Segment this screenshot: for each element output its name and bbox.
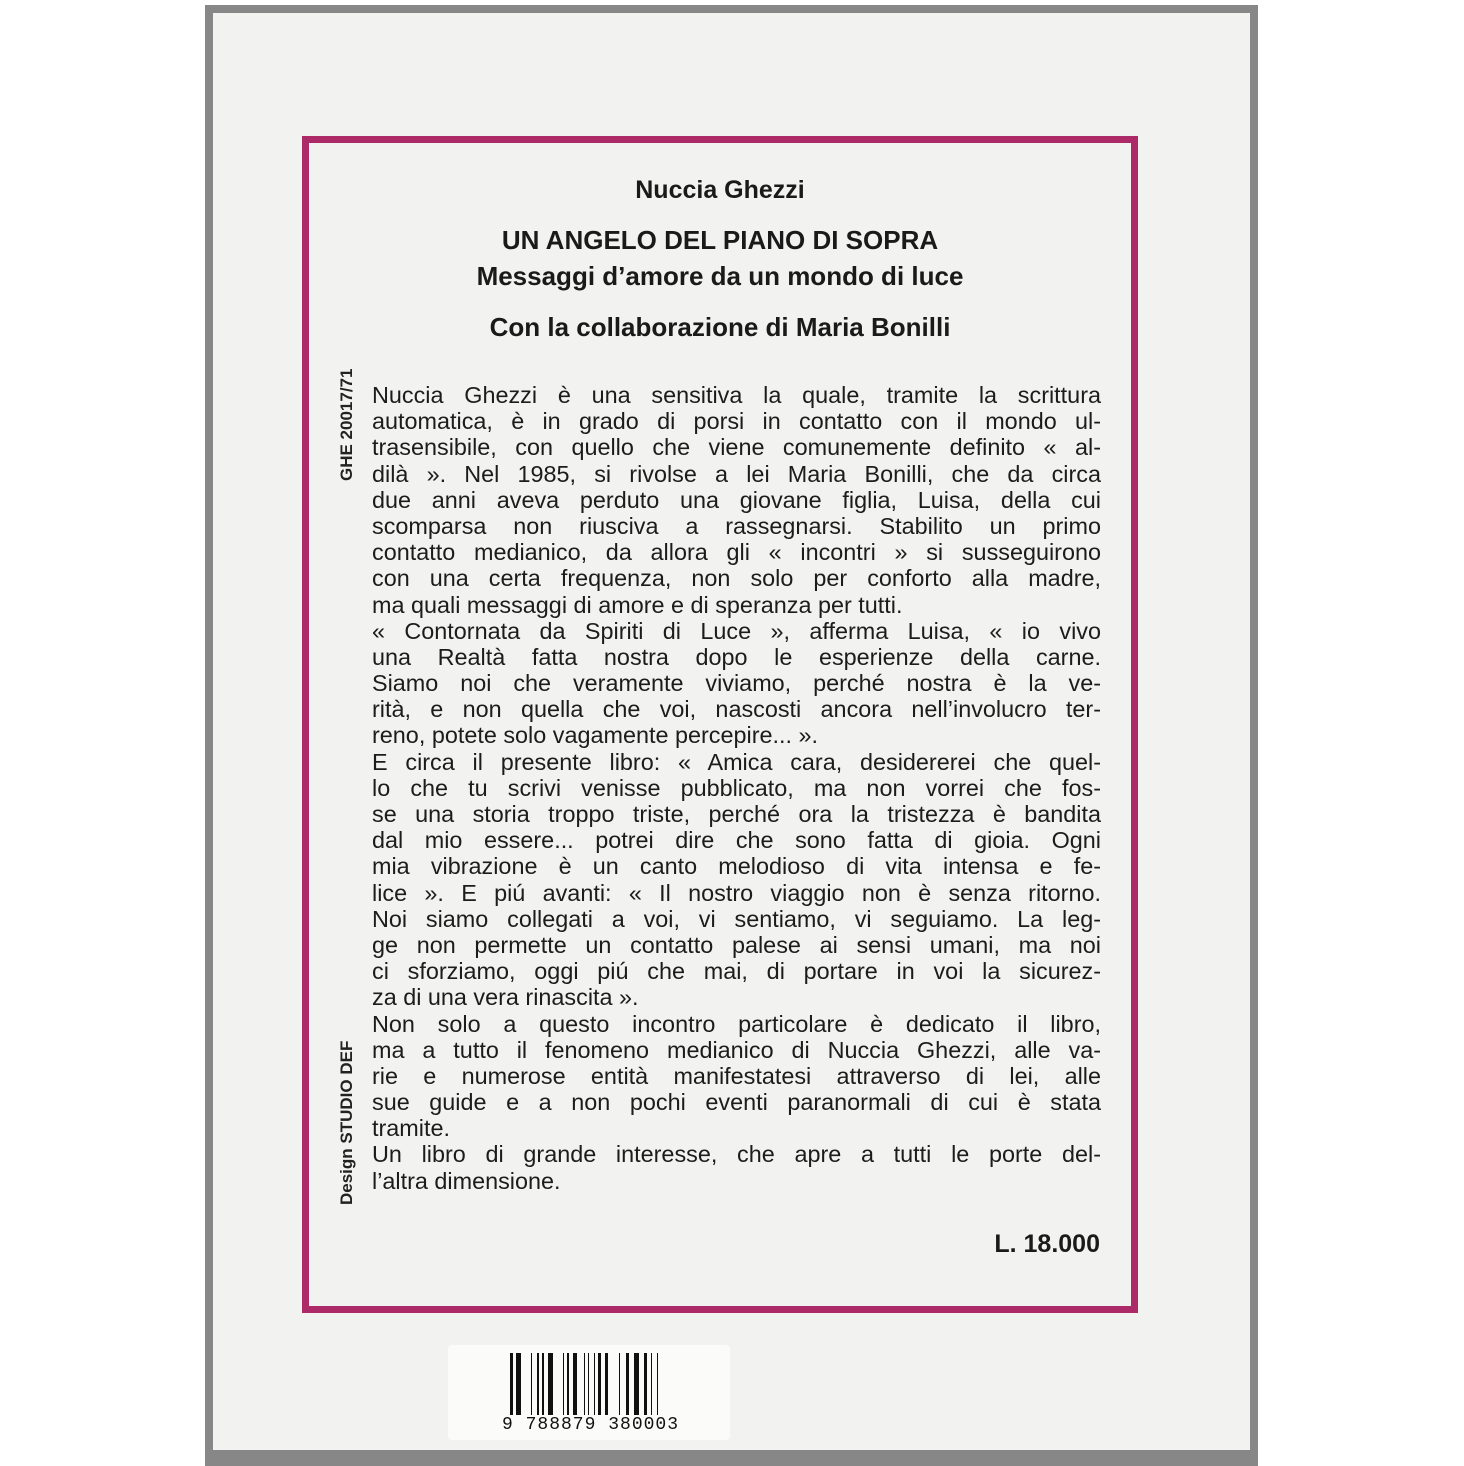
barcode-bar [588,1353,589,1415]
barcode-bar [605,1353,609,1415]
blurb-line: l’altra dimensione. [372,1167,561,1194]
design-credit: Design STUDIO DEF [337,1040,356,1205]
blurb-line: due anni aveva perduto una giovane figlia, Luisa, della cui [372,486,1101,513]
blurb-line: dal mio essere... potrei dire che sono fatta di gioia. Ogni [372,827,1101,854]
blurb-line: sue guide e a non pochi eventi paranormali di cui è stata [372,1089,1101,1116]
blurb-text [372,382,1101,1194]
blurb-line: Noi siamo collegati a voi, vi sentiamo, vi seguiamo. La leg- [372,905,1101,932]
barcode [510,1353,680,1415]
barcode-bar [510,1353,513,1415]
blurb-line: lo che tu scrivi venisse pubblicato, ma non vorrei che fos- [372,774,1101,801]
blurb-line: Nuccia Ghezzi è una sensitiva la quale, tramite la scrittura [372,382,1101,408]
blurb-line: dilà ». Nel 1985, si rivolse a lei Maria Bonilli, che da circa [372,460,1101,487]
barcode-bar [548,1353,553,1415]
blurb-line: rità, e non quella che voi, nascosti ancora nell’involucro ter- [372,696,1101,723]
blurb-line: se una storia troppo triste, perché ora la tristezza è bandita [372,801,1101,827]
book-subtitle: Messaggi d’amore da un mondo di luce [476,261,964,291]
collaboration-credit: Con la collaborazione di Maria Bonilli [489,312,951,342]
blurb-line: ma quali messaggi di amore e di speranza per tutti. [372,591,903,618]
blurb-line: ge non permette un contatto palese ai sensi umani, ma noi [372,931,1101,958]
book-title: UN ANGELO DEL PIANO DI SOPRA [501,225,939,255]
blurb-line: « Contornata da Spiriti di Luce », afferma Luisa, « io vivo [372,617,1101,644]
barcode-bar [619,1353,620,1415]
blurb-line: lice ». E piú avanti: « Il nostro viaggio non è senza ritorno. [372,879,1101,906]
blurb-line: Un libro di grande interesse, che apre a tutti le porte del- [372,1141,1101,1168]
blurb-line: contatto medianico, da allora gli « incontri » si susseguirono [372,539,1101,566]
barcode-bar [584,1353,585,1415]
barcode-bar [626,1353,630,1415]
blurb-line: reno, potete solo vagamente percepire... ». [372,722,818,749]
barcode-label [448,1345,730,1440]
blurb-line: con una certa frequenza, non solo per conforto alla madre, [372,565,1101,592]
author-name: Nuccia Ghezzi [635,176,805,204]
blurb-line: za di una vera rinascita ». [372,984,639,1011]
barcode-bar [573,1353,577,1415]
blurb-line: una Realtà fatta nostra dopo le esperienze della carne. [372,643,1101,670]
barcode-bar [563,1353,564,1415]
barcode-bar [634,1353,639,1415]
blurb-line: tramite. [372,1115,450,1142]
blurb-line: E circa il presente libro: « Amica cara, desidererei che quel- [372,748,1101,775]
barcode-bar [531,1353,532,1415]
barcode-bar [644,1353,647,1415]
barcode-bar [594,1353,595,1415]
blurb-line: rie e numerose entità manifestatesi attraverso di lei, alle [372,1062,1101,1089]
blurb-line: trasensibile, con quello che viene comunemente definito « al- [372,434,1101,461]
barcode-bar [567,1353,570,1415]
barcode-bar [516,1353,521,1415]
barcode-bar [598,1353,601,1415]
blurb-line: ma a tutto il fenomeno medianico di Nuccia Ghezzi, alle va- [372,1036,1101,1063]
blurb-line: Non solo a questo incontro particolare è dedicato il libro, [372,1010,1101,1037]
blurb-line: automatica, è in grado di porsi in contatto con il mondo ul- [372,408,1101,435]
blurb-line: Siamo noi che veramente viviamo, perché nostra è la ve- [372,670,1101,697]
blurb-line: scomparsa non riusciva a rassegnarsi. Stabilito un primo [372,512,1101,539]
blurb-line: ci sforziamo, oggi piú che mai, di portare in voi la sicurez- [372,958,1101,985]
blurb-line: mia vibrazione è un canto melodioso di vita intensa e fe- [372,853,1101,880]
price: L. 18.000 [994,1230,1100,1258]
barcode-bar [537,1353,538,1415]
catalog-code: GHE 20017/71 [337,368,356,481]
barcode-bar [651,1353,652,1415]
barcode-bar [657,1353,658,1415]
barcode-bar [542,1353,545,1415]
barcode-number: 9 788879 380003 [502,1415,680,1435]
